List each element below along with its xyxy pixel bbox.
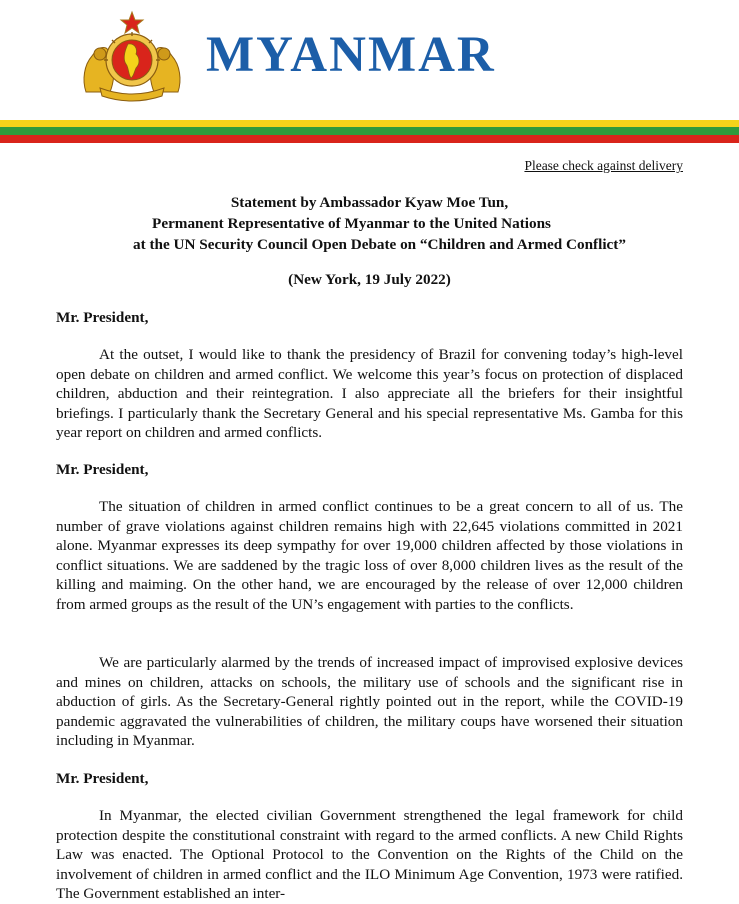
salutation: Mr. President, xyxy=(56,461,149,478)
flag-stripe-green xyxy=(0,127,739,135)
delivery-note: Please check against delivery xyxy=(524,158,683,173)
body-paragraph: In Myanmar, the elected civilian Government strengthened the legal framework for child protection despite the constitutional constraint with regard to the armed conflicts. A new Child Rights Law was enacted. The Optional Protocol to the Convention on the Rights of the Child on the involvement of children in armed conflict and the ILO Minimum Age Convention, 1973 were ratified. The Government established an inter- xyxy=(56,807,683,903)
statement-date: (New York, 19 July 2022) xyxy=(288,271,451,288)
body-paragraph: The situation of children in armed conflict continues to be a great concern to all of us. The number of grave violations against children remains high with 22,645 violations committed in 2021 alone. Myanmar expresses its deep sympathy for over 19,000 children affected by those violations in conflict situations. We are saddened by the tragic loss of over 8,000 children lives as the result of the killing and maiming. On the other hand, we are encouraged by the release of over 12,000 children from armed groups as the result of the UN’s engagement with parties to the conflicts. xyxy=(56,498,683,613)
body-paragraph: At the outset, I would like to thank the presidency of Brazil for convening today’s high-level open debate on children and armed conflict. We welcome this year’s focus on protection of displaced children, abduction and their reintegration. I also appreciate all the briefers for their insightful briefings. I particularly thank the Secretary General and his special representative Ms. Gamba for this year report on children and armed conflicts. xyxy=(56,346,683,442)
salutation: Mr. President, xyxy=(56,770,149,787)
flag-stripe-yellow xyxy=(0,120,739,127)
statement-title xyxy=(56,192,683,255)
title-line: at the UN Security Council Open Debate on “Children and Armed Conflict” xyxy=(133,236,626,253)
body-paragraph: We are particularly alarmed by the trends of increased impact of improvised explosive devices and mines on children, attacks on schools, the military use of schools and the significant rise in abduction of girls. As the Secretary-General rightly pointed out in the report, while the COVID-19 pandemic aggravated the vulnerabilities of children, the military coups have worsened their situation including in Myanmar. xyxy=(56,654,683,750)
title-line: Permanent Representative of Myanmar to the United Nations xyxy=(152,215,551,232)
flag-stripe-red xyxy=(0,135,739,143)
title-line: Statement by Ambassador Kyaw Moe Tun, xyxy=(230,194,509,211)
letterhead-country-name: MYANMAR xyxy=(206,27,496,83)
state-seal-emblem-icon xyxy=(78,10,186,102)
salutation: Mr. President, xyxy=(56,309,149,326)
